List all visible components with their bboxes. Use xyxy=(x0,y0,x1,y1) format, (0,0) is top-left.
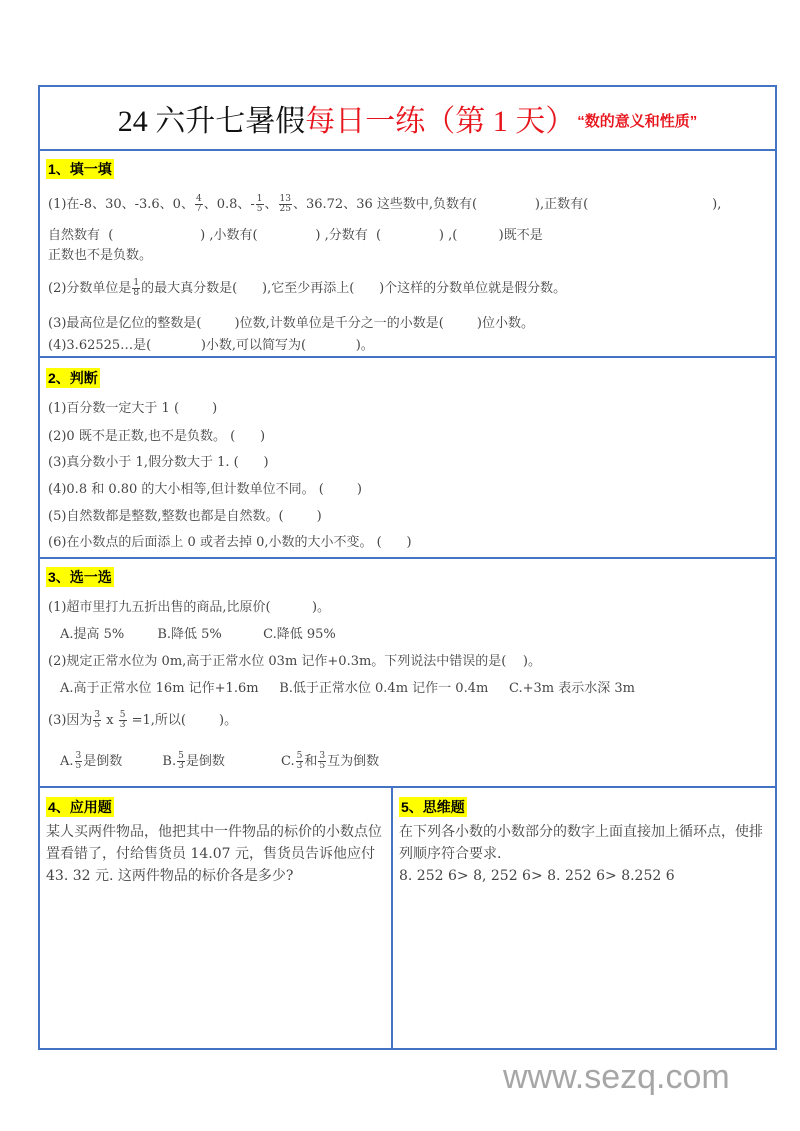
q3-text: (3)因为 xyxy=(48,713,93,728)
q1-text: 、 xyxy=(264,197,278,212)
fraction xyxy=(177,752,185,771)
denominator: 25 xyxy=(279,204,291,214)
q3-text: x xyxy=(102,713,118,728)
fraction xyxy=(279,195,292,214)
fraction xyxy=(93,711,101,730)
fraction xyxy=(296,752,304,771)
mc-options-1: A.提高 5% B.降低 5% C.降低 95% xyxy=(60,627,336,642)
title-daily: 每日一练（第 1 天） xyxy=(305,105,576,138)
q1-text: 、0.8、- xyxy=(203,197,255,212)
option-label: B. xyxy=(162,754,177,769)
section-heading: 4、应用题 xyxy=(48,799,112,815)
question-2 xyxy=(48,279,566,298)
worksheet xyxy=(38,85,777,1050)
judgment-item: (1)百分数一定大于 1 ( ) xyxy=(48,401,218,416)
numerator: 5 xyxy=(119,710,126,720)
fraction xyxy=(195,195,203,214)
q2-text: (2)分数单位是 xyxy=(48,281,132,296)
judgment-item: (5)自然数都是整数,整数也都是自然数。( ) xyxy=(48,509,322,524)
numerator: 13 xyxy=(279,194,291,204)
numerator: 3 xyxy=(94,710,101,720)
option-text: 互为倒数 xyxy=(327,754,380,769)
section-heading: 1、填一填 xyxy=(48,161,112,177)
judgment-item: (3)真分数小于 1,假分数大于 1. ( ) xyxy=(48,455,269,470)
section-heading: 3、选一选 xyxy=(48,569,112,585)
judgment-item: (6)在小数点的后面添上 0 或者去掉 0,小数的大小不变。 ( ) xyxy=(48,535,412,550)
option-label: C. xyxy=(281,754,295,769)
word-problem-text: 某人买两件物品，他把其中一件物品的标价的小数点位置看错了，付给售货员 14.07 元，售货员告诉他应付 43. 32 元. 这两件物品的标价各是多少? xyxy=(46,824,382,884)
watermark: www.sezq.com xyxy=(503,1058,730,1096)
q1-text: (1)在-8、30、-3.6、0、 xyxy=(48,197,194,212)
question-3: (3)最高位是亿位的整数是( )位数,计数单位是千分之一的小数是( )位小数。 xyxy=(48,316,534,331)
option-a xyxy=(60,751,123,771)
section-multiple-choice xyxy=(40,559,775,786)
thinking-numbers: 8. 252 6> 8, 252 6> 8. 252 6> 8.252 6 xyxy=(399,868,675,884)
option-label: A. xyxy=(60,754,74,769)
mc-question-3 xyxy=(48,711,237,730)
fraction xyxy=(75,752,83,771)
section-fill-in xyxy=(40,151,775,356)
denominator: 5 xyxy=(94,720,101,730)
title-topic: “数的意义和性质” xyxy=(577,113,698,130)
mc-question-2: (2)规定正常水位为 0m,高于正常水位 03m 记作+0.3m。下列说法中错误的是( )。 xyxy=(48,654,541,669)
option-text: 是倒数 xyxy=(83,754,123,769)
numerator: 4 xyxy=(195,194,202,204)
q3-text: =1,所以( )。 xyxy=(127,713,238,728)
denominator: 5 xyxy=(75,761,82,771)
judgment-item: (2)0 既不是正数,也不是负数。 ( ) xyxy=(48,429,266,444)
denominator: 3 xyxy=(119,720,126,730)
fraction xyxy=(119,711,127,730)
question-1-line2: 自然数有 ( ) ,小数有( ) ,分数有 ( ) ,( )既不是 xyxy=(48,228,543,243)
section-thinking xyxy=(393,788,777,1048)
denominator: 5 xyxy=(319,761,326,771)
title-grade: 24 六升七暑假 xyxy=(117,105,306,138)
section-true-false xyxy=(40,358,775,557)
fraction xyxy=(132,279,140,298)
numerator: 1 xyxy=(133,278,140,288)
section-word-problem xyxy=(40,788,390,1048)
thinking-text: 在下列各小数的小数部分的数字上面直接加上循环点，使排列顺序符合要求. xyxy=(399,824,763,862)
option-text: 是倒数 xyxy=(185,754,225,769)
numerator: 5 xyxy=(296,751,303,761)
question-1-line3: 正数也不是负数。 xyxy=(48,248,153,263)
denominator: 3 xyxy=(178,761,184,771)
q2-text: 的最大真分数是( ),它至少再添上( )个这样的分数单位就是假分数。 xyxy=(141,281,567,296)
page-title xyxy=(40,87,775,149)
question-4: (4)3.62525…是( )小数,可以简写为( )。 xyxy=(48,338,374,353)
option-text: 和 xyxy=(304,754,318,769)
fraction xyxy=(256,195,264,214)
question-1 xyxy=(48,195,721,214)
q1-text: 、36.72、36 这些数中,负数有( ),正数有( ), xyxy=(292,197,722,212)
denominator: 8 xyxy=(133,288,140,298)
option-b xyxy=(162,751,225,771)
fraction xyxy=(318,752,326,771)
mc-options-2: A.高于正常水位 16m 记作+1.6m B.低于正常水位 0.4m 记作一 0.4m C.+3m 表示水深 3m xyxy=(60,681,635,696)
option-c xyxy=(281,751,380,771)
section-heading: 2、判断 xyxy=(48,370,98,386)
mc-question-1: (1)超市里打九五折出售的商品,比原价( )。 xyxy=(48,600,331,615)
numerator: 5 xyxy=(178,751,184,761)
section-heading: 5、思维题 xyxy=(401,799,465,815)
numerator: 3 xyxy=(75,751,82,761)
numerator: 3 xyxy=(319,751,326,761)
denominator: 3 xyxy=(296,761,303,771)
denominator: 5 xyxy=(256,204,263,214)
mc-options-3 xyxy=(60,752,379,771)
denominator: 7 xyxy=(195,204,202,214)
judgment-item: (4)0.8 和 0.80 的大小相等,但计数单位不同。 ( ) xyxy=(48,482,362,497)
numerator: 1 xyxy=(256,194,263,204)
